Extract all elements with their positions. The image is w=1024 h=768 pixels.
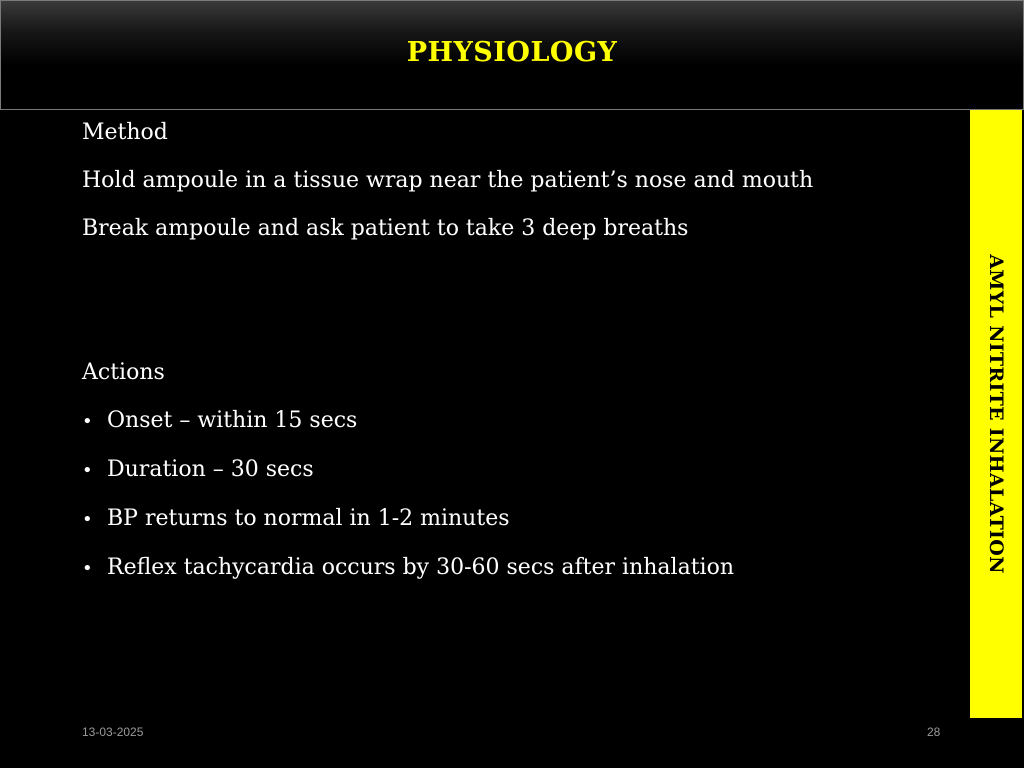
footer-date: 13-03-2025 — [82, 725, 144, 739]
method-heading: Method — [82, 120, 168, 145]
slide-title: PHYSIOLOGY — [406, 37, 618, 68]
bullet-text: Reflex tachycardia occurs by 30-60 secs after inhalation — [107, 555, 734, 580]
footer-page-number: 28 — [927, 725, 941, 739]
actions-list — [82, 406, 952, 584]
list-item — [82, 553, 952, 584]
bullet-text: BP returns to normal in 1-2 minutes — [107, 506, 510, 531]
bullet-text: Duration – 30 secs — [107, 457, 314, 482]
section-spacer — [82, 262, 952, 358]
bullet-dot-icon: • — [82, 411, 93, 432]
bullet-dot-icon: • — [82, 460, 93, 481]
list-item — [82, 455, 952, 486]
method-line-1: Hold ampoule in a tissue wrap near the patient’s nose and mouth — [82, 168, 814, 193]
title-bar — [0, 0, 1024, 110]
list-item — [82, 406, 952, 437]
bullet-text: Onset – within 15 secs — [107, 408, 358, 433]
side-panel — [970, 110, 1022, 718]
bullet-dot-icon: • — [82, 509, 93, 530]
method-line-2: Break ampoule and ask patient to take 3 deep breaths — [82, 216, 689, 241]
list-item — [82, 504, 952, 535]
actions-heading: Actions — [82, 360, 165, 385]
bullet-dot-icon: • — [82, 558, 93, 579]
side-panel-label: AMYL NITRITE INHALATION — [985, 254, 1007, 574]
slide-content — [82, 118, 952, 602]
